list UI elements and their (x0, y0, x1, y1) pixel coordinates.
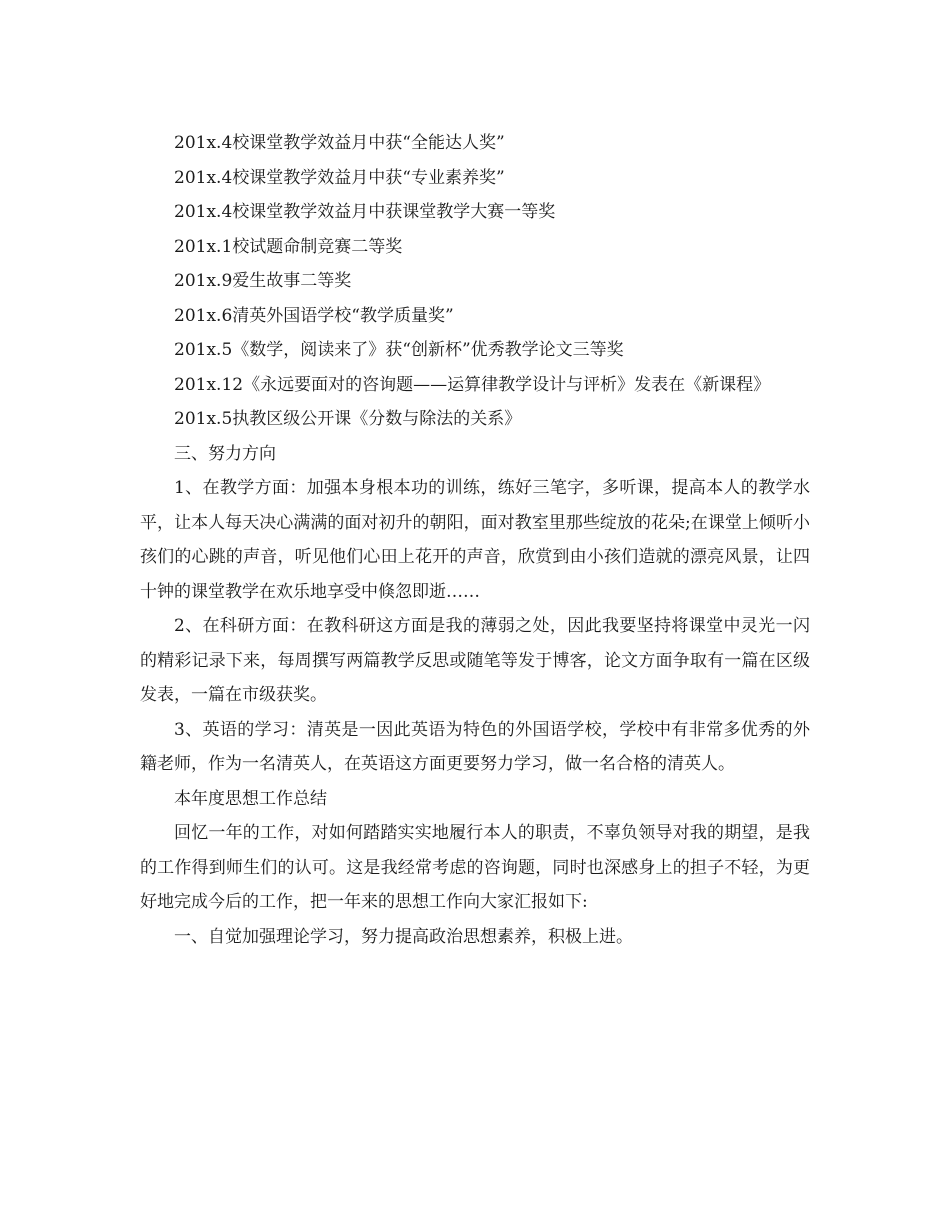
paragraph-research: 2、在科研方面：在教科研这方面是我的薄弱之处，因此我要坚持将课堂中灵光一闪的精彩记录下来，每周撰写两篇教学反思或随笔等发于博客，论文方面争取有一篇在区级发表，一篇在市级获奖。 (140, 616, 810, 705)
award-line-1: 201x.4校课堂教学效益月中获“全能达人奖” (174, 133, 505, 153)
paragraph-review: 回忆一年的工作，对如何踏踏实实地履行本人的职责，不辜负领导对我的期望，是我的工作得到师生们的认可。这是我经常考虑的咨询题，同时也深感身上的担子不轻，为更好地完成今后的工作，把一年来的思想工作向大家汇报如下: (140, 823, 810, 912)
paragraph-point-one: 一、自觉加强理论学习，努力提高政治思想素养，积极上进。 (174, 926, 633, 947)
award-line-3: 201x.4校课堂教学效益月中获课堂教学大赛一等奖 (174, 202, 556, 222)
award-line-6: 201x.6清英外国语学校“教学质量奖” (174, 305, 454, 326)
paragraph-teaching: 1、在教学方面：加强本身根本功的训练，练好三笔字，多听课，提高本人的教学水平，让本人每天决心满满的面对初升的朝阳，面对教室里那些绽放的花朵;在课堂上倾听小孩们的心跳的声音，听见他们心田上花开的声音，欣赏到由小孩们造就的漂亮风景，让四十钟的课堂教学在欢乐地享受中倏忽即逝…… (140, 478, 810, 602)
document-body (140, 126, 810, 954)
section-heading-direction: 三、努力方向 (174, 443, 276, 464)
section-heading-summary: 本年度思想工作总结 (174, 788, 327, 809)
award-line-7: 201x.5《数学，阅读来了》获“创新杯”优秀教学论文三等奖 (174, 340, 624, 360)
award-line-4: 201x.1校试题命制竞赛二等奖 (174, 236, 403, 257)
award-line-2: 201x.4校课堂教学效益月中获“专业素养奖” (174, 167, 505, 188)
award-line-8: 201x.12《永远要面对的咨询题——运算律教学设计与评析》发表在《新课程》 (174, 374, 771, 395)
award-line-5: 201x.9爱生故事二等奖 (174, 271, 352, 291)
award-line-9: 201x.5执教区级公开课《分数与除法的关系》 (174, 409, 522, 429)
paragraph-english: 3、英语的学习：清英是一因此英语为特色的外国语学校，学校中有非常多优秀的外籍老师，作为一名清英人，在英语这方面更要努力学习，做一名合格的清英人。 (140, 719, 810, 774)
